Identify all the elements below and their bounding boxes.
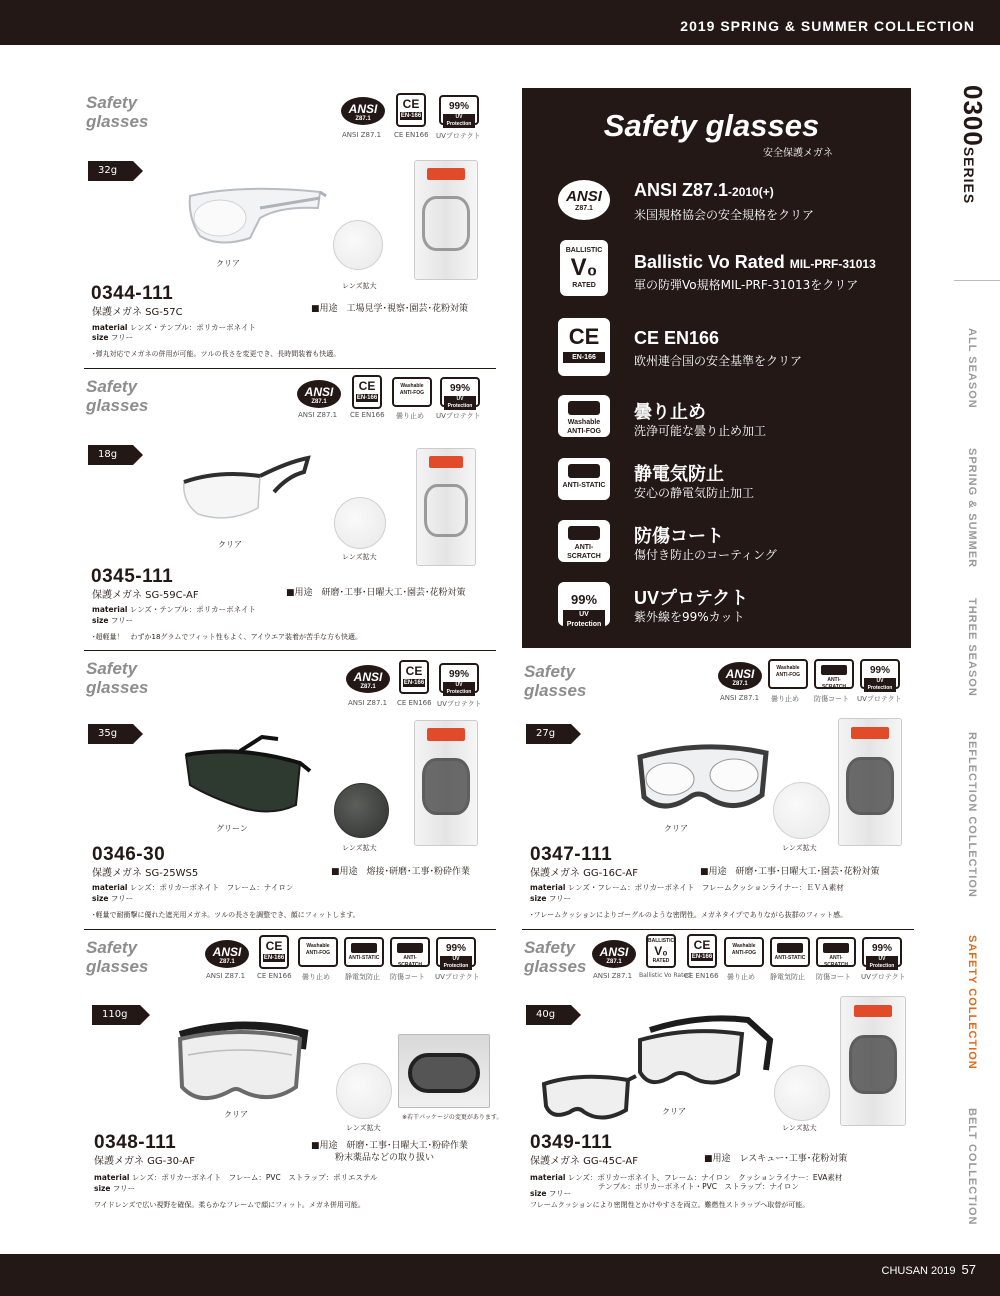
footer-brand: CHUSAN 2019 [881, 1265, 956, 1277]
feature-panel [522, 88, 911, 648]
ansi-caption: ANSI Z87.1 [206, 972, 246, 980]
ballistic-badge: BALLISTIC V₀ RATED [646, 934, 676, 968]
uv-icon: 99% UV Protection [558, 582, 610, 626]
ansi-badge: ANSI Z87.1 [718, 662, 762, 690]
product-code: 0344-111 [91, 283, 174, 304]
weight-tag: 110g [92, 1005, 140, 1025]
divider [84, 650, 496, 651]
size-row: size フリー [92, 616, 134, 625]
size-row: size フリー [530, 894, 572, 903]
feature-desc: 紫外線を99%カット [634, 610, 745, 624]
antiscratch-badge: ANTI-SCRATCH [816, 937, 856, 967]
ce-badge: CE EN-166 [259, 935, 289, 969]
package-image [398, 1034, 490, 1108]
bottom-bar [0, 1254, 1000, 1296]
ansi-badge: ANSI Z87.1 [205, 940, 249, 968]
feature-title: ANSI Z87.1-2010(+) [634, 180, 774, 200]
material-row: material レンズ：ポリカーボネイト フレーム：ナイロン [92, 883, 294, 892]
weight-tag: 18g [88, 445, 133, 465]
feature-desc: 傷付き防止のコーティング [634, 548, 777, 562]
uv-caption: UVプロテクト [435, 973, 480, 981]
feature-title: CE EN166 [634, 328, 720, 348]
antistatic-caption: 静電気防止 [345, 973, 380, 981]
antiscratch-caption: 防傷コート [814, 695, 849, 703]
antiscratch-badge: ANTI-SCRATCH [814, 659, 854, 689]
nav-safety-collection[interactable]: SAFETY COLLECTION [966, 935, 978, 1070]
lens-label: レンズ拡大 [342, 844, 377, 852]
uv-caption: UVプロテクト [436, 412, 481, 420]
ansi-badge: ANSI Z87.1 [346, 665, 390, 693]
antifog-caption: 曇り止め [302, 973, 330, 981]
lens-sample [336, 1063, 392, 1119]
feature-title: 静電気防止 [634, 464, 724, 484]
ansi-caption: ANSI Z87.1 [342, 131, 382, 139]
antifog-icon: Washable ANTI-FOG [558, 395, 610, 437]
ce-caption: CE EN166 [684, 972, 719, 980]
product-name: 保護メガネ GG-16C-AF [530, 868, 638, 879]
ansi-badge: ANSI Z87.1 [341, 97, 385, 125]
uv-badge: 99% UV Protection [862, 937, 902, 967]
uv-badge: 99% UV Protection [860, 659, 900, 689]
section-title: Safety glasses [86, 377, 149, 415]
product-use: ■用途 研磨･工事･日曜大工･園芸･花粉対策 [286, 588, 466, 598]
antiscratch-caption: 防傷コート [816, 973, 851, 981]
antifog-caption: 曇り止め [396, 412, 424, 420]
antifog-badge: Washable ANTI-FOG [298, 937, 338, 967]
antistatic-icon: ANTI-STATIC [558, 458, 610, 500]
size-row: size フリー [530, 1189, 572, 1198]
product-note: フレームクッションにより密閉性とかけやすさを両立。難燃性ストラップへ取替が可能。 [530, 1201, 810, 1209]
product-note: ･軽量で耐衝撃に優れた遮光用メガネ。ツルの長さを調整でき、顔にフィットします。 [92, 911, 360, 919]
nav-belt-collection[interactable]: BELT COLLECTION [966, 1108, 978, 1226]
antiscratch-caption: 防傷コート [390, 973, 425, 981]
material-row: material レンズ・フレーム：ポリカーボネイト フレームクッションライナー：ＥＶＡ素材 [530, 883, 844, 892]
material-row: material レンズ・テンプル：ポリカーボネイト [92, 605, 257, 614]
product-name: 保護メガネ SG-59C-AF [92, 590, 199, 601]
uv-caption: UVプロテクト [437, 700, 482, 708]
product-use: ■用途 研磨･工事･日曜大工･園芸･花粉対策 [700, 867, 880, 877]
ce-caption: CE EN166 [350, 411, 385, 419]
ansi-caption: ANSI Z87.1 [348, 699, 388, 707]
product-note: ワイドレンズで広い視野を確保。柔らかなフレームで顔にフィット。メガネ併用可能。 [94, 1201, 365, 1209]
lens-sample [333, 220, 383, 270]
color-label: グリーン [216, 824, 248, 833]
uv-badge: 99% UV Protection [439, 95, 479, 125]
series-text: SERIES [961, 146, 977, 205]
feature-desc: 軍の防弾Vo規格MIL-PRF-31013をクリア [634, 278, 859, 292]
package-note: ※若干パッケージの変更があります。 [402, 1114, 503, 1121]
antifog-badge: Washable ANTI-FOG [724, 937, 764, 967]
ansi-badge: ANSI Z87.1 [297, 380, 341, 408]
ce-badge: CE EN-166 [396, 93, 426, 127]
nav-reflection-collection[interactable]: REFLECTION COLLECTION [966, 732, 978, 898]
package-image [416, 448, 476, 566]
ce-badge: CE EN-166 [399, 660, 429, 694]
antistatic-caption: 静電気防止 [770, 973, 805, 981]
product-use: ■用途 熔接･研磨･工事･粉砕作業 [331, 867, 471, 877]
nav-all-season[interactable]: ALL SEASON [966, 328, 978, 409]
product-use: ■用途 レスキュー･工事･花粉対策 [704, 1154, 848, 1164]
feature-title: Ballistic Vo Rated MIL-PRF-31013 [634, 252, 876, 272]
top-bar [0, 0, 1000, 45]
color-label: クリア [664, 824, 688, 833]
antistatic-badge: ANTI-STATIC [770, 937, 810, 967]
product-use-2: 粉末薬品などの取り扱い [335, 1153, 435, 1163]
ce-badge: CE EN-166 [687, 934, 717, 968]
size-row: size フリー [92, 894, 134, 903]
ce-caption: CE EN166 [394, 131, 429, 139]
product-name: 保護メガネ GG-45C-AF [530, 1156, 638, 1167]
feature-title: 曇り止め [634, 402, 706, 422]
antiscratch-badge: ANTI-SCRATCH [390, 937, 430, 967]
lens-sample [774, 1065, 830, 1121]
lens-label: レンズ拡大 [346, 1124, 381, 1132]
lens-label: レンズ拡大 [342, 282, 377, 290]
page-number: 57 [961, 1262, 976, 1277]
product-note: ･フレームクッションによりゴーグルのような密閉性。メガネタイプでありながら抜群のフィット感。 [530, 911, 848, 919]
material-row: material レンズ：ポリカーボネイト フレーム：PVC ストラップ：ポリエステル [94, 1173, 378, 1182]
ballistic-icon: BALLISTIC V₀ RATED [560, 240, 608, 296]
ansi-caption: ANSI Z87.1 [593, 972, 633, 980]
section-title: Safety glasses [524, 662, 587, 700]
ce-icon: CE EN-166 [558, 318, 610, 376]
lens-sample [334, 783, 389, 838]
lens-sample [773, 782, 830, 839]
product-note: ･超軽量！ わずか18グラムでフィット性もよく、アイウエア装着が苦手な方も快適。 [92, 633, 363, 641]
feature-desc: 欧州連合国の安全基準をクリア [634, 354, 803, 368]
antifog-caption: 曇り止め [727, 973, 755, 981]
product-use: ■用途 工場見学･視察･園芸･花粉対策 [311, 304, 469, 314]
panel-subtitle: 安全保護メガネ [763, 148, 833, 159]
material-row: material レンズ・テンプル：ポリカーボネイト [92, 323, 257, 332]
lens-label: レンズ拡大 [782, 844, 817, 852]
divider [522, 929, 914, 930]
feature-title: UVプロテクト [634, 588, 749, 608]
material-row-2: テンプル：ポリカーボネイト・PVC ストラップ：ナイロン [598, 1182, 799, 1191]
uv-caption: UVプロテクト [436, 132, 481, 140]
lens-label: レンズ拡大 [342, 553, 377, 561]
package-image [840, 996, 906, 1126]
uv-caption: UVプロテクト [857, 695, 902, 703]
package-image [414, 160, 478, 280]
lens-label: レンズ拡大 [782, 1124, 817, 1132]
product-code: 0348-111 [94, 1132, 177, 1153]
uv-caption: UVプロテクト [861, 973, 906, 981]
weight-tag: 32g [88, 161, 133, 181]
color-label: クリア [224, 1110, 248, 1119]
nav-spring-summer[interactable]: SPRING & SUMMER [966, 448, 978, 569]
product-use: ■用途 研磨･工事･日曜大工･粉砕作業 [311, 1141, 469, 1151]
uv-badge: 99% UV Protection [439, 663, 479, 693]
ansi-caption: ANSI Z87.1 [720, 694, 760, 702]
ansi-icon: ANSI Z87.1 [558, 180, 610, 220]
antifog-caption: 曇り止め [771, 695, 799, 703]
weight-tag: 27g [526, 724, 571, 744]
sidebar-divider [954, 280, 1000, 281]
antistatic-badge: ANTI-STATIC [344, 937, 384, 967]
nav-three-season[interactable]: THREE SEASON [966, 598, 978, 697]
size-row: size フリー [94, 1184, 136, 1193]
product-name: 保護メガネ SG-57C [92, 307, 183, 318]
product-image-0349 [540, 1010, 780, 1130]
section-title: Safety glasses [524, 938, 587, 976]
feature-desc: 米国規格協会の安全規格をクリア [634, 208, 815, 222]
antifog-badge: Washable ANTI-FOG [768, 659, 808, 689]
section-title: Safety glasses [86, 659, 149, 697]
product-code: 0346-30 [92, 844, 166, 865]
ce-caption: CE EN166 [397, 699, 432, 707]
product-name: 保護メガネ SG-25WS5 [92, 868, 199, 879]
ansi-badge: ANSI Z87.1 [592, 940, 636, 968]
size-row: size フリー [92, 333, 134, 342]
product-code: 0347-111 [530, 844, 613, 865]
product-image-0344 [180, 178, 330, 253]
divider [84, 929, 496, 930]
panel-title: Safety glasses [603, 108, 820, 143]
lens-sample [334, 497, 386, 549]
color-label: クリア [662, 1107, 686, 1116]
collection-title: 2019 SPRING & SUMMER COLLECTION [680, 18, 975, 34]
section-title: Safety glasses [86, 938, 149, 976]
divider [84, 368, 496, 369]
ce-caption: CE EN166 [257, 972, 292, 980]
product-image-0346 [180, 735, 315, 820]
ce-badge: CE EN-166 [352, 375, 382, 409]
antifog-badge: Washable ANTI-FOG [392, 377, 432, 407]
section-title: Safety glasses [86, 93, 149, 131]
feature-desc: 安心の静電気防止加工 [634, 486, 755, 500]
product-code: 0345-111 [91, 566, 174, 587]
package-image [414, 720, 478, 846]
package-image [838, 718, 902, 846]
color-label: クリア [218, 540, 242, 549]
ansi-caption: ANSI Z87.1 [298, 411, 338, 419]
product-code: 0349-111 [530, 1132, 613, 1153]
color-label: クリア [216, 259, 240, 268]
product-name: 保護メガネ GG-30-AF [94, 1156, 195, 1167]
product-note: ･弾丸対応でメガネの併用が可能。ツルの長さを変更でき、長時間装着も快適。 [92, 350, 341, 358]
footer [882, 1262, 976, 1277]
product-image-0348 [170, 1015, 310, 1110]
feature-title: 防傷コート [634, 526, 724, 546]
series-number: 0300 [958, 85, 988, 147]
uv-badge: 99% UV Protection [440, 377, 480, 407]
series-label [956, 85, 996, 270]
feature-desc: 洗浄可能な曇り止め加工 [634, 424, 767, 438]
ballistic-caption: Ballistic Vo Rated [639, 972, 691, 979]
product-image-0345 [178, 452, 313, 532]
uv-badge: 99% UV Protection [436, 937, 476, 967]
product-image-0347 [634, 735, 774, 820]
material-row: material レンズ：ポリカーボネイト、フレーム：ナイロン クッションライナー：EVA素材 [530, 1173, 843, 1182]
weight-tag: 40g [526, 1005, 571, 1025]
weight-tag: 35g [88, 724, 133, 744]
antiscratch-icon: ANTI-SCRATCH [558, 520, 610, 562]
